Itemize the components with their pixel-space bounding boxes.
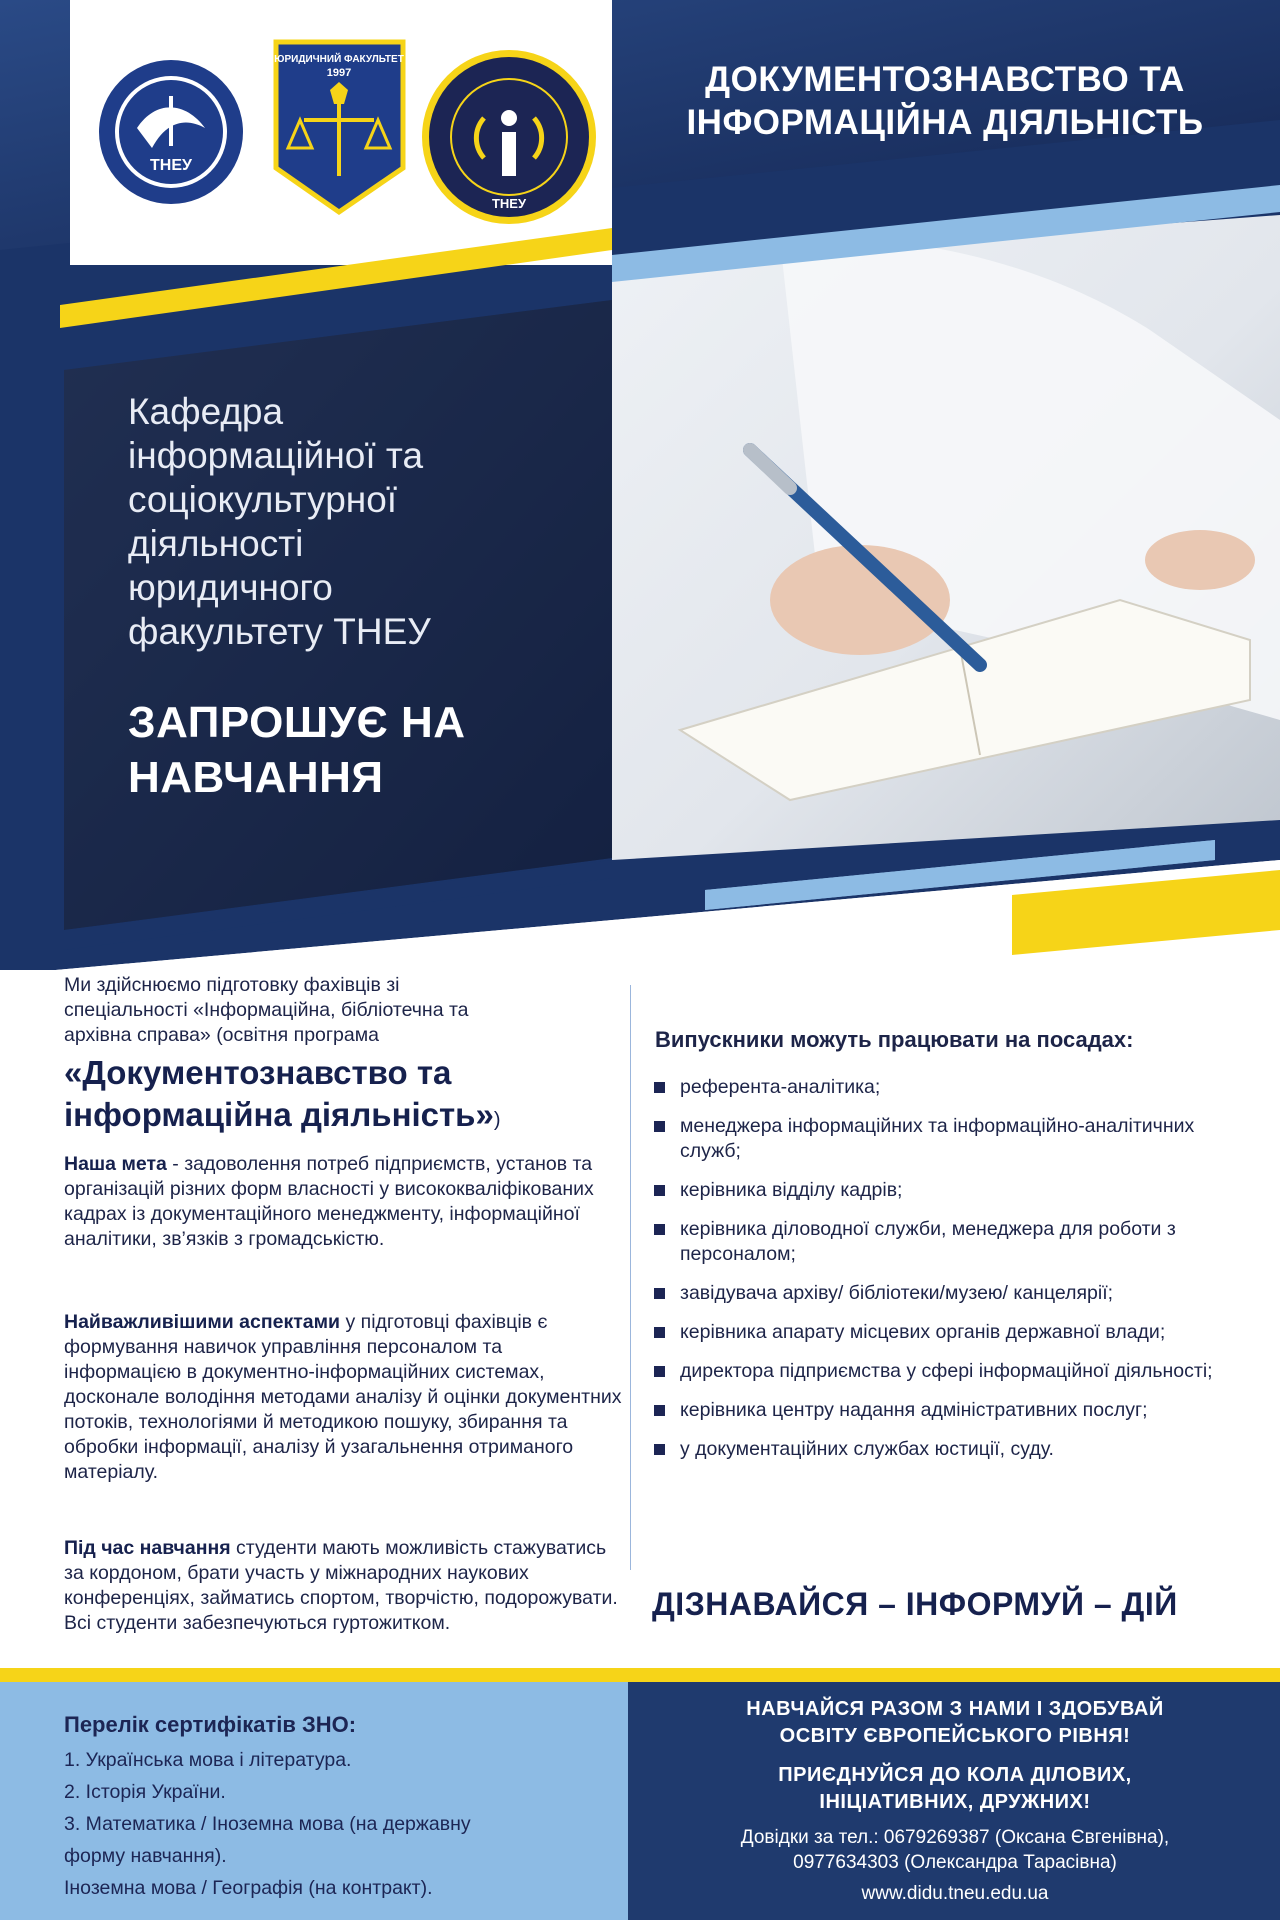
invite-line: НАВЧАННЯ [128,753,384,802]
invite-line: ЗАПРОШУЄ НА [128,698,466,747]
call-to-join-line2: ІНІЦІАТИВНИХ, ДРУЖНИХ! [819,1791,1091,1813]
goal-label: Наша мета [64,1153,167,1175]
intro-line: Ми здійснюємо підготовку фахівців зі [64,974,400,996]
svg-text:ЮРИДИЧНИЙ ФАКУЛЬТЕТ: ЮРИДИЧНИЙ ФАКУЛЬТЕТ [274,54,404,65]
zno-item: 3. Математика / Іноземна мова (на державну [64,1813,471,1835]
dept-line: інформаційної та [128,435,424,476]
zno-item: 1. Українська мова і література. [64,1749,352,1771]
zno-title: Перелік сертифікатів ЗНО: [64,1712,357,1737]
list-item [652,1359,1252,1384]
study-paragraph [64,1536,624,1636]
call-to-study [660,1696,1250,1750]
list-item-text: керівника центру надання адміністративних послуг; [680,1399,1148,1421]
dept-line: діяльності [128,523,304,564]
list-item [652,1281,1252,1306]
call-to-join [660,1762,1250,1816]
intro-text [64,973,624,1048]
list-item [652,1437,1252,1462]
list-item [652,1217,1252,1267]
contact-info [660,1825,1250,1875]
list-item [652,1114,1252,1164]
dept-line: юридичного [128,567,333,608]
website-link[interactable]: www.didu.tneu.edu.ua [861,1883,1049,1904]
program-title [650,58,1240,144]
zno-item: 2. Історія України. [64,1781,226,1803]
aspects-label: Найважливішими аспектами [64,1311,341,1333]
zno-item: форму навчання). [64,1845,227,1867]
graduates-title: Випускники можуть працювати на посадах: [655,1027,1134,1052]
contact-phone-2: 0977634303 (Олександра Тарасівна) [793,1852,1117,1873]
square-bullet-icon [654,1327,665,1338]
program-name-close: ) [493,1109,501,1131]
program-name-line2: інформаційна діяльність» [64,1096,494,1133]
program-name-line1: «Документознавство та [64,1054,452,1091]
list-item-text: керівника діловодної служби, менеджера для роботи з персоналом; [680,1218,1176,1265]
goal-text: - задоволення потреб підприємств, установ та організацій різних форм власності у висококваліфікованих кадрах із документаційного менеджменту, інформаційної аналітики, зв’язків з громадськістю. [64,1153,594,1250]
list-item-text: референта-аналітика; [680,1076,881,1098]
call-to-study-line1: НАВЧАЙСЯ РАЗОМ З НАМИ І ЗДОБУВАЙ [746,1698,1164,1720]
list-item-text: завідувача архіву/ бібліотеки/музею/ канцелярії; [680,1282,1114,1304]
dept-line: соціокультурної [128,479,398,520]
study-text: студенти мають можливість стажуватись за кордоном, брати участь у міжнародних наукових конференціях, займатись спортом, творчістю, подорожувати. Всі студенти забезпечуються гуртожитком. [64,1537,618,1634]
list-item-text: менеджера інформаційних та інформаційно-аналітичних служб; [680,1115,1195,1162]
list-item [652,1178,1252,1203]
call-to-study-line2: ОСВІТУ ЄВРОПЕЙСЬКОГО РІВНЯ! [779,1725,1131,1747]
footer-yellow-stripe [0,1668,1280,1682]
intro-line: архівна справа» (освітня програма [64,1024,379,1046]
square-bullet-icon [654,1405,665,1416]
square-bullet-icon [654,1444,665,1455]
svg-text:ТНЕУ: ТНЕУ [491,196,527,211]
list-item-text: директора підприємства у сфері інформаційної діяльності; [680,1360,1213,1382]
program-name [64,1052,664,1141]
intro-line: спеціальності «Інформаційна, бібліотечна та [64,999,469,1021]
dept-line: факультету ТНЕУ [128,611,431,652]
contact-phone-1: Довідки за тел.: 0679269387 (Оксана Євгенівна), [740,1827,1170,1848]
svg-text:1997: 1997 [326,67,352,79]
graduates-list [652,1075,1252,1476]
list-item-text: керівника апарату місцевих органів державної влади; [680,1321,1166,1343]
square-bullet-icon [654,1288,665,1299]
list-item [652,1320,1252,1345]
dept-line: Кафедра [128,391,284,432]
aspects-text: у підготовці фахівців є формування навичок управління персоналом та інформацією в документно-інформаційних системах, досконале володіння методами аналізу й оцінки документних потоків, технологіями й методикою пошуку, збирання та обробки інформації, аналізу й узагальнення отриманого матеріалу. [64,1311,622,1483]
square-bullet-icon [654,1185,665,1196]
zno-item: Іноземна мова / Географія (на контракт). [64,1877,433,1899]
list-item [652,1075,1252,1100]
goal-paragraph [64,1152,624,1252]
list-item [652,1398,1252,1423]
call-to-join-line1: ПРИЄДНУЙСЯ ДО КОЛА ДІЛОВИХ, [778,1764,1132,1786]
square-bullet-icon [654,1366,665,1377]
square-bullet-icon [654,1121,665,1132]
program-title-line1: ДОКУМЕНТОЗНАВСТВО ТА [705,60,1185,99]
zno-list [64,1744,604,1904]
list-item-text: у документаційних службах юстиції, суду. [680,1438,1054,1460]
column-divider [630,985,631,1570]
aspects-paragraph [64,1310,624,1485]
slogan: ДІЗНАВАЙСЯ – ІНФОРМУЙ – ДІЙ [652,1586,1178,1622]
svg-text:ТНЕУ: ТНЕУ [150,157,192,174]
study-label: Під час навчання [64,1537,231,1559]
square-bullet-icon [654,1082,665,1093]
invite-heading [128,695,558,805]
list-item-text: керівника відділу кадрів; [680,1179,903,1201]
square-bullet-icon [654,1224,665,1235]
program-title-line2: ІНФОРМАЦІЙНА ДІЯЛЬНІСТЬ [686,103,1204,142]
department-name [128,390,558,654]
